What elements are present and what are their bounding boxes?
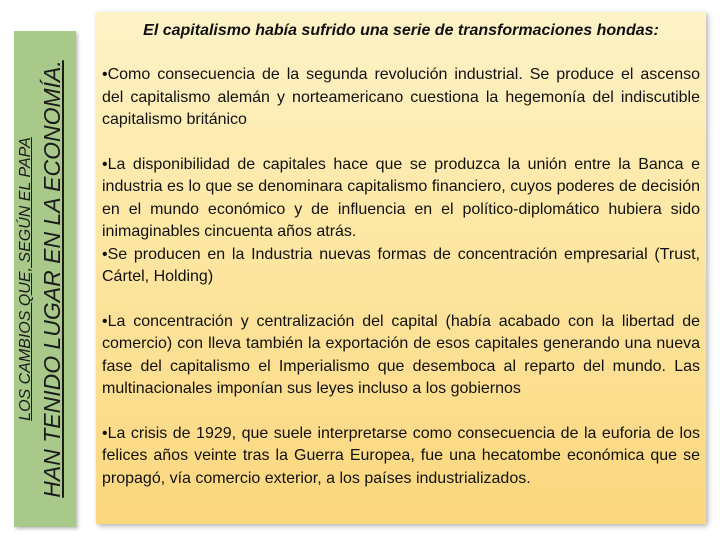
paragraph-crisis-1929: •La crisis de 1929, que suele interpretarse como consecuencia de la euforia de los felices años veinte tras la Guerra Europea, fue una hecatombe económica que se propagó, vía comercio exterior, a los países industrializados. [102, 424, 700, 487]
content-box [96, 12, 706, 524]
paragraph-financial-capitalism: •La disponibilidad de capitales hace que se produzca la unión entre la Banca e industria es lo que se denominara capitalismo financiero, cuyos poderes de decisión en el mundo económico y de influencia en el político-diplomático hubiera sido inimaginables cincuenta años atrás. [102, 155, 700, 240]
side-title-line2: HAN TENIDO LUGAR EN LA ECONOMÍA. [39, 60, 65, 498]
paragraph-concentration-forms: •Se producen en la Industria nuevas formas de concentración empresarial (Trust, Cártel, Holding) [102, 245, 700, 285]
side-title-line1: LOS CAMBIOS QUE, SEGÚN EL PAPA [17, 137, 34, 421]
side-title [15, 44, 75, 514]
content-heading: El capitalismo había sufrido una serie de transformaciones hondas: [143, 22, 659, 39]
paragraph-second-revolution: •Como consecuencia de la segunda revolución industrial. Se produce el ascenso del capitalismo alemán y norteamericano cuestiona la hegemonía del indiscutible capitalismo británico [102, 66, 700, 128]
paragraph-imperialism: •La concentración y centralización del capital (había acabado con la libertad de comercio) con lleva también la exportación de esos capitales generando una nueva fase del capitalismo el Imperialismo que desemboca al reparto del mundo. Las multinacionales imponían sus leyes incluso a los gobiernos [102, 312, 700, 397]
